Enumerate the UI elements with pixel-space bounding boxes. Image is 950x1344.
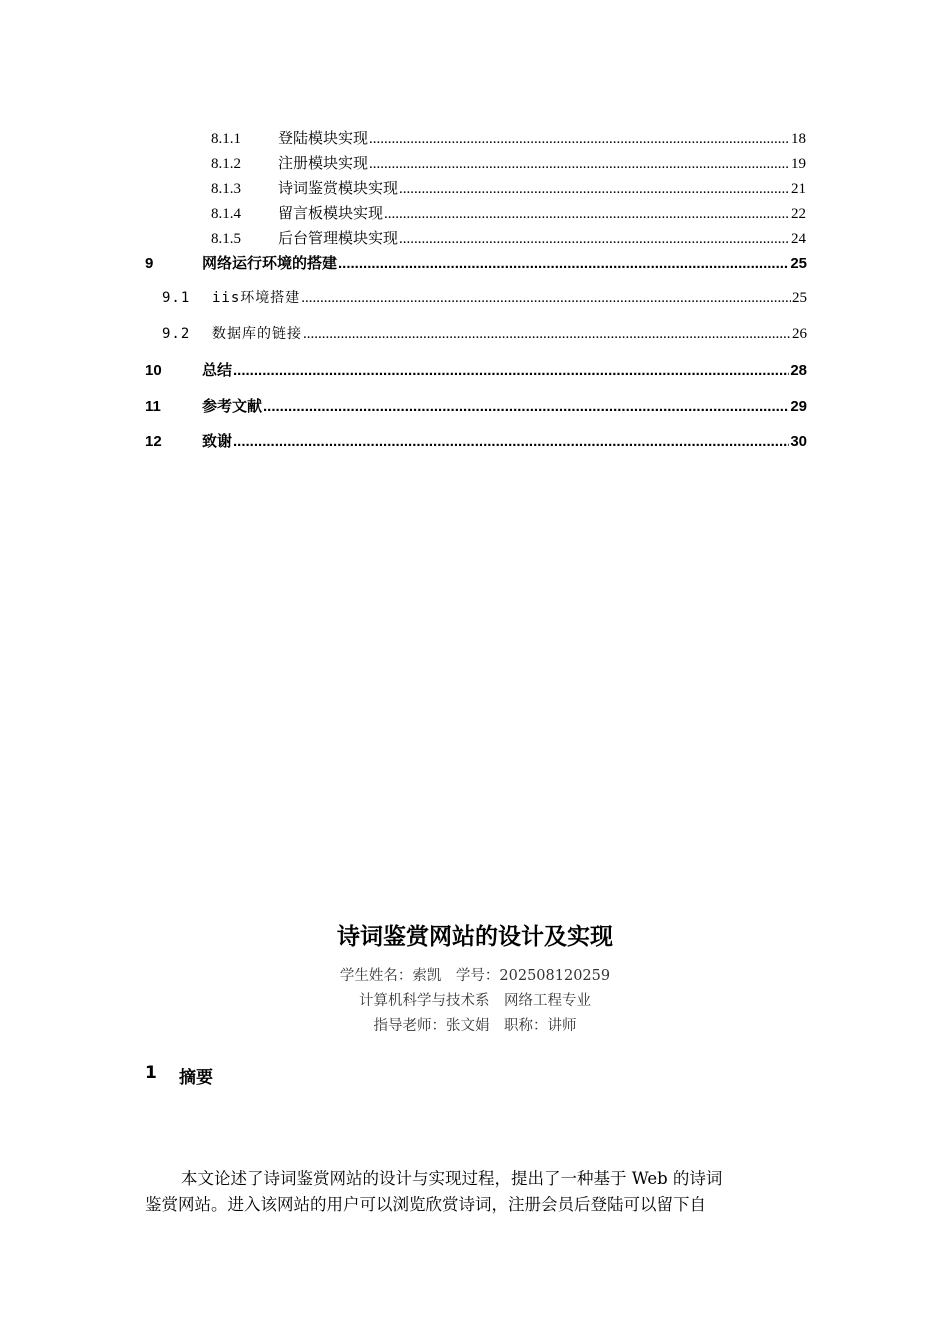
toc-entry-number: 8.1.1 bbox=[211, 131, 241, 147]
toc-entry-title: 网络运行环境的搭建 bbox=[202, 255, 338, 272]
toc-entry-page: 26 bbox=[792, 326, 807, 342]
toc-leader-dots bbox=[338, 255, 789, 272]
toc-entry-page: 19 bbox=[791, 156, 806, 172]
toc-entry-chapter-11[interactable] bbox=[145, 395, 807, 416]
toc-leader-dots bbox=[369, 131, 790, 148]
toc-leader-dots bbox=[263, 398, 789, 415]
section-title: 摘要 bbox=[179, 1068, 213, 1088]
section-heading-abstract bbox=[145, 1063, 213, 1088]
toc-entry-title: 登陆模块实现 bbox=[278, 131, 369, 147]
toc-leader-dots bbox=[399, 181, 790, 198]
toc-entry-title: 诗词鉴赏模块实现 bbox=[278, 181, 399, 197]
abstract-line: 本文论述了诗词鉴赏网站的设计与实现过程，提出了一种基于 Web 的诗词 bbox=[181, 1169, 723, 1188]
toc-entry-page: 25 bbox=[792, 290, 807, 306]
advisor-info: 指导老师：张文娟 职称：讲师 bbox=[373, 1018, 577, 1034]
toc-leader-dots bbox=[301, 290, 791, 307]
toc-leader-dots bbox=[384, 206, 790, 223]
toc-entry-8-1-4[interactable] bbox=[211, 202, 806, 223]
toc-entry-8-1-5[interactable] bbox=[211, 227, 806, 248]
abstract-line: 鉴赏网站。进入该网站的用户可以浏览欣赏诗词，注册会员后登陆可以留下自 bbox=[145, 1195, 706, 1214]
toc-entry-9-1[interactable] bbox=[162, 287, 807, 307]
toc-entry-9-2[interactable] bbox=[162, 323, 807, 343]
toc-entry-title: 数据库的链接 bbox=[212, 326, 302, 342]
toc-leader-dots bbox=[399, 231, 790, 248]
student-info: 学生姓名：索凯 学号：202508120259 bbox=[339, 968, 611, 984]
toc-entry-number: 10 bbox=[145, 362, 162, 379]
toc-entry-number: 8.1.3 bbox=[211, 181, 241, 197]
toc-entry-chapter-9[interactable] bbox=[145, 252, 807, 273]
document-title: 诗词鉴赏网站的设计及实现 bbox=[337, 924, 613, 950]
toc-entry-title: 致谢 bbox=[202, 433, 233, 450]
toc-entry-number: 8.1.4 bbox=[211, 206, 241, 222]
toc-entry-number: 9.2 bbox=[162, 326, 191, 342]
toc-entry-page: 30 bbox=[790, 433, 807, 450]
toc-entry-page: 21 bbox=[791, 181, 806, 197]
toc-entry-page: 29 bbox=[790, 398, 807, 415]
toc-entry-title: 留言板模块实现 bbox=[278, 206, 384, 222]
toc-entry-title: 参考文献 bbox=[202, 398, 263, 415]
toc-entry-number: 9 bbox=[145, 255, 154, 272]
toc-leader-dots bbox=[233, 433, 789, 450]
toc-entry-number: 9.1 bbox=[162, 290, 191, 306]
toc-entry-8-1-3[interactable] bbox=[211, 177, 806, 198]
toc-entry-number: 12 bbox=[145, 433, 162, 450]
toc-entry-page: 22 bbox=[791, 206, 806, 222]
toc-entry-8-1-1[interactable] bbox=[211, 127, 806, 148]
toc-entry-title: 后台管理模块实现 bbox=[278, 231, 399, 247]
abstract-paragraph bbox=[145, 1166, 806, 1218]
toc-entry-title: iis环境搭建 bbox=[212, 290, 301, 306]
toc-leader-dots bbox=[233, 362, 789, 379]
toc-entry-title: 总结 bbox=[202, 362, 233, 379]
toc-entry-page: 18 bbox=[791, 131, 806, 147]
section-number: 1 bbox=[145, 1063, 157, 1083]
toc-entry-number: 11 bbox=[145, 398, 161, 415]
toc-entry-number: 8.1.2 bbox=[211, 156, 241, 172]
toc-leader-dots bbox=[303, 326, 791, 343]
toc-entry-title: 注册模块实现 bbox=[278, 156, 369, 172]
toc-entry-chapter-12[interactable] bbox=[145, 430, 807, 451]
toc-entry-8-1-2[interactable] bbox=[211, 152, 806, 173]
toc-entry-page: 28 bbox=[790, 362, 807, 379]
toc-entry-chapter-10[interactable] bbox=[145, 359, 807, 380]
toc-entry-number: 8.1.5 bbox=[211, 231, 241, 247]
toc-entry-page: 25 bbox=[790, 255, 807, 272]
toc-leader-dots bbox=[369, 156, 790, 173]
department-info: 计算机科学与技术系 网络工程专业 bbox=[359, 993, 591, 1009]
toc-entry-page: 24 bbox=[791, 231, 806, 247]
